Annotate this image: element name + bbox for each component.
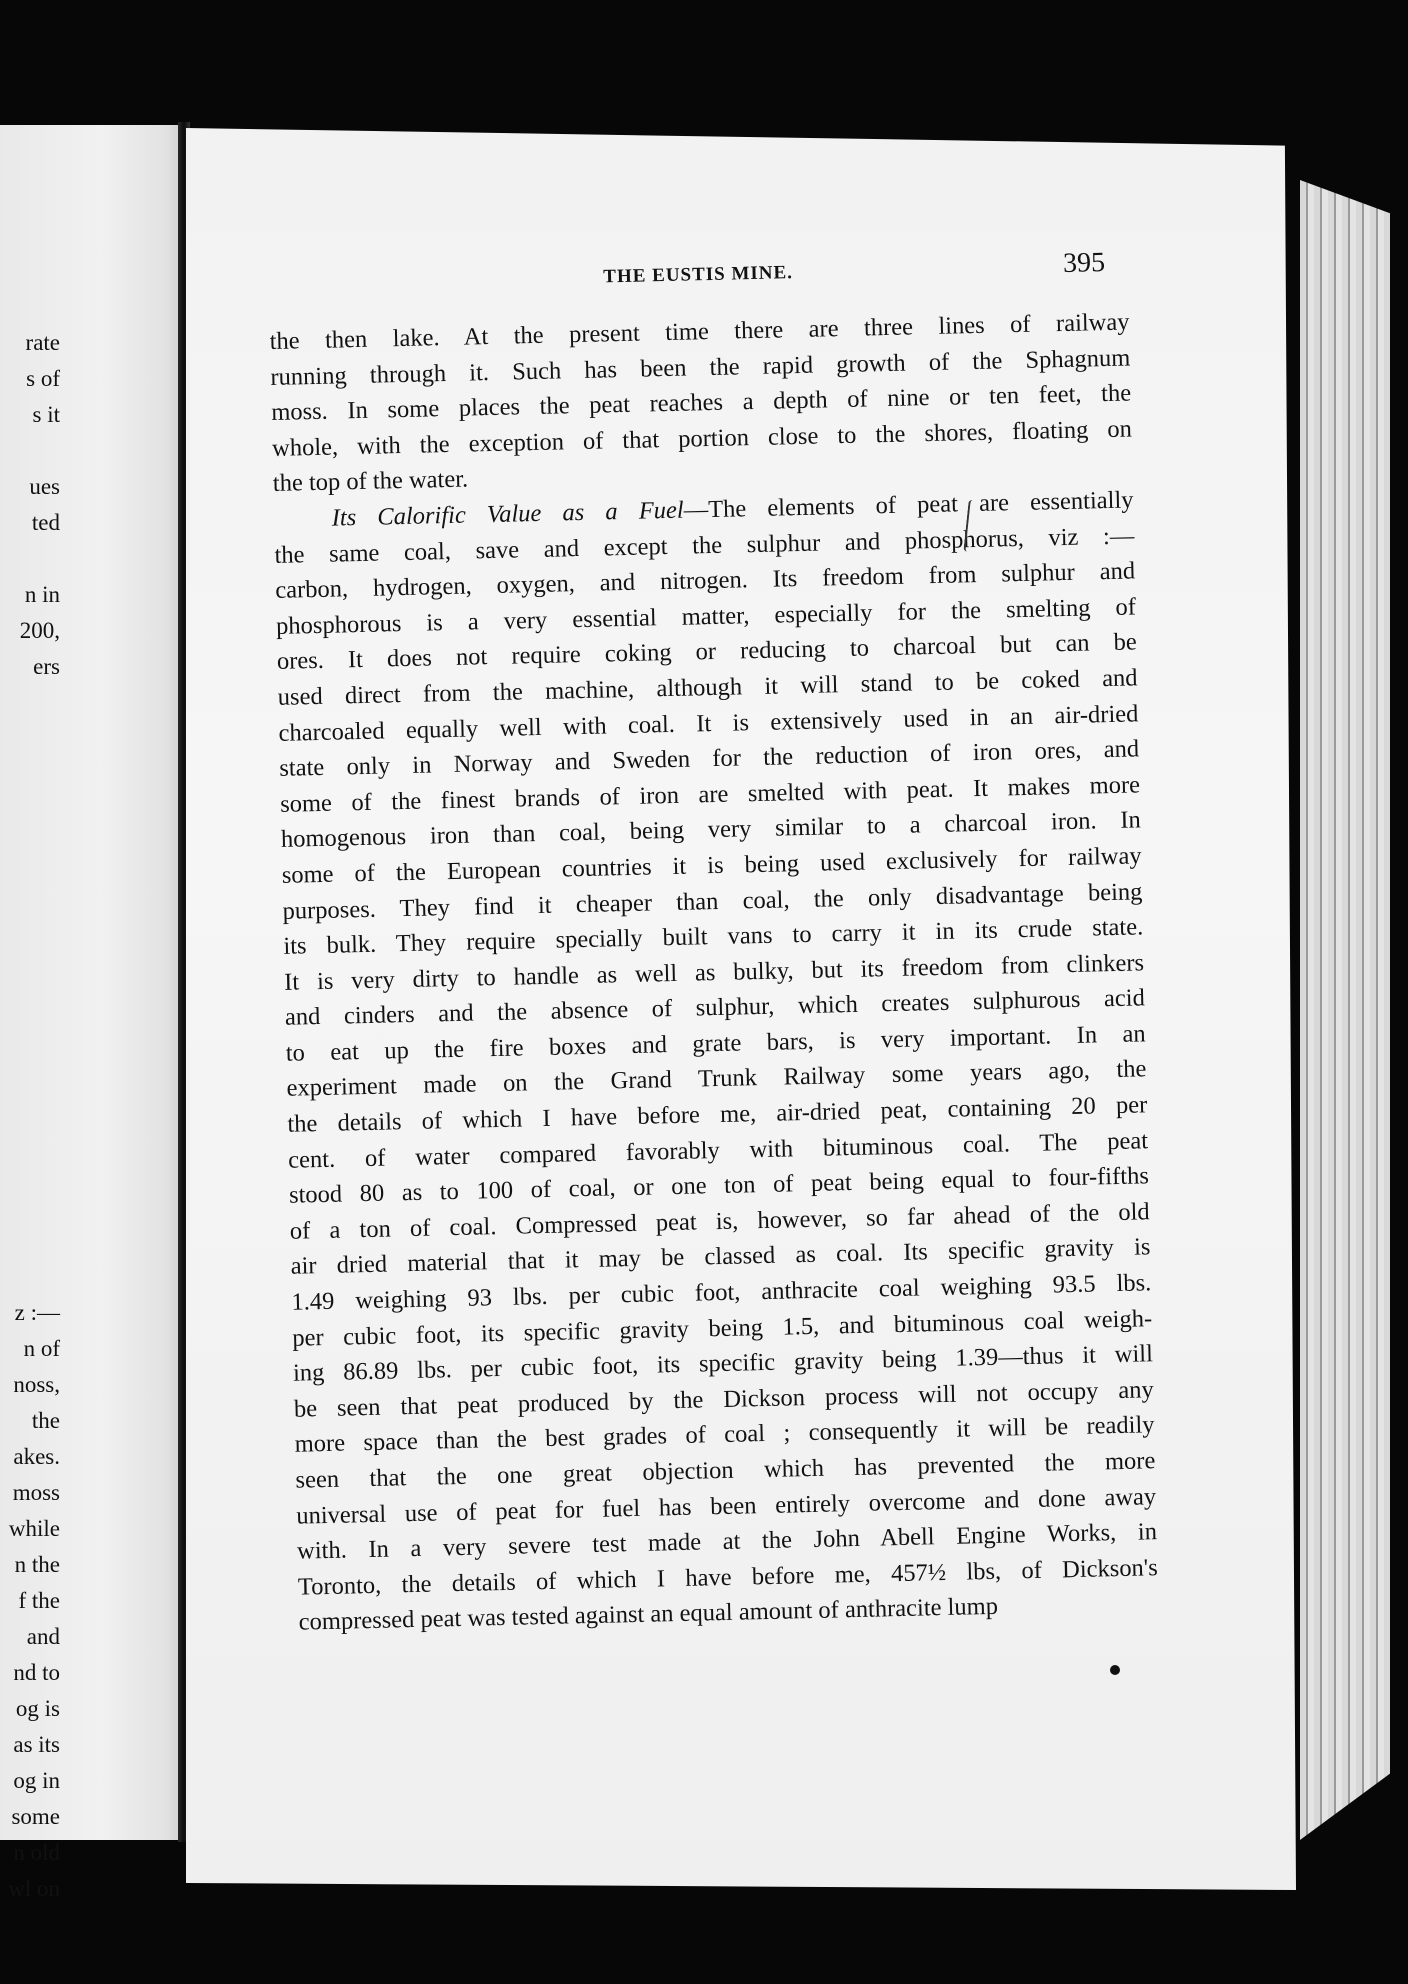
text-line: be seen that peat produced by the Dickson process will not occupy any: [293, 1376, 1154, 1423]
paragraph-2-first-line-rest: —The elements of peat are essentially: [683, 486, 1134, 524]
text-line: used direct from the machine, although it will stand to be coked and: [277, 664, 1138, 711]
left-fragment: n of: [23, 1336, 60, 1361]
ink-dot: [1110, 1665, 1120, 1675]
text-line: experiment made on the Grand Trunk Railway some years ago, the: [286, 1055, 1147, 1103]
paragraph-2: [273, 482, 1159, 1640]
text-line: seen that the one great objection which has prevented the more: [295, 1447, 1156, 1494]
text-line: with. In a very severe test made at the John Abell Engine Works, in: [296, 1518, 1158, 1565]
page-number: 395: [1062, 247, 1106, 279]
left-fragment: the: [31, 1408, 60, 1433]
text-line: It is very dirty to handle as well as bulky, but its freedom from clinkers: [283, 948, 1145, 996]
text-line: running through it. Such has been the rapid growth of the Sphagnum: [270, 344, 1131, 391]
left-fragment: s it: [32, 402, 60, 427]
text-line: stood 80 as to 100 of coal, or one ton of peat being equal to four-fifths: [288, 1162, 1150, 1210]
left-fragment: akes.: [13, 1444, 60, 1469]
text-line: 1.49 weighing 93 lbs. per cubic foot, anthracite coal weighing 93.5 lbs.: [291, 1269, 1152, 1316]
left-fragment: as its: [13, 1732, 60, 1757]
text-line: ing 86.89 lbs. per cubic foot, its specific gravity being 1.39—thus it will: [292, 1340, 1154, 1387]
text-line: compressed peat was tested against an equal amount of anthracite lump: [298, 1593, 999, 1637]
left-fragment: ted: [31, 510, 60, 535]
left-fragment: while: [8, 1516, 60, 1541]
left-page-text-fragments: [0, 325, 60, 1907]
running-head: THE EUSTIS MINE.: [603, 262, 794, 288]
section-heading: Its Calorific Value as a Fuel: [331, 496, 684, 532]
paragraph-1: [269, 304, 1133, 501]
text-line: whole, with the exception of that portion close to the shores, floating on: [271, 415, 1133, 462]
text-line: its bulk. They require specially built vans to carry it in its crude state.: [283, 913, 1144, 960]
left-fragment: og in: [13, 1768, 60, 1793]
left-fragment: rate: [25, 330, 60, 355]
text-line: per cubic foot, its specific gravity being 1.5, and bituminous coal weigh-: [291, 1304, 1153, 1352]
left-fragment: n old: [13, 1840, 60, 1865]
text-line: some of the European countries it is being used exclusively for railway: [281, 842, 1142, 889]
left-fragment: [0, 433, 60, 469]
left-facing-page: [0, 125, 185, 1901]
left-fragment: some: [11, 1804, 60, 1829]
text-line: the details of which I have before me, air-dried peat, containing 20 per: [287, 1091, 1148, 1138]
left-fragment-gap: [0, 685, 60, 1295]
text-line: to eat up the fire boxes and grate bars, is very important. In an: [285, 1020, 1146, 1067]
text-line: cent. of water compared favorably with bituminous coal. The peat: [287, 1126, 1149, 1174]
left-fragment: og is: [15, 1696, 60, 1721]
text-line: moss. In some places the peat reaches a depth of nine or ten feet, the: [270, 379, 1132, 427]
text-line: phosphorous is a very essential matter, especially for the smelting of: [275, 593, 1137, 640]
text-line: ores. It does not require coking or reducing to charcoal but can be: [276, 628, 1138, 676]
left-fragment: 200,: [19, 618, 60, 643]
text-line: universal use of peat for fuel has been entirely overcome and done away: [296, 1482, 1157, 1530]
text-line: carbon, hydrogen, oxygen, and nitrogen. Its freedom from sulphur and: [275, 557, 1136, 605]
left-fragment: n in: [24, 582, 60, 607]
text-line: state only in Norway and Sweden for the reduction of iron ores, and: [279, 735, 1140, 782]
left-fragment: f the: [18, 1588, 60, 1613]
left-fragment: wl on: [8, 1876, 60, 1901]
left-fragment: moss: [12, 1480, 60, 1505]
text-line: air dried material that it may be classed as coal. Its specific gravity is: [290, 1233, 1151, 1281]
left-fragment: nd to: [13, 1660, 60, 1685]
left-fragment: ers: [33, 654, 60, 679]
left-fragment: ues: [29, 474, 60, 499]
text-line: some of the finest brands of iron are smelted with peat. It makes more: [279, 771, 1141, 818]
left-fragment: n the: [14, 1552, 60, 1577]
text-line: the top of the water.: [272, 465, 469, 498]
left-fragment: noss,: [13, 1372, 60, 1397]
left-fragment: and: [26, 1624, 60, 1649]
text-line: Toronto, the details of which I have before me, 457½ lbs, of Dickson's: [297, 1553, 1159, 1601]
text-line: charcoaled equally well with coal. It is extensively used in an air-dried: [278, 699, 1139, 747]
left-fragment: [0, 541, 60, 577]
text-line: the same coal, save and except the sulphur and phosphorus, viz :—: [274, 521, 1135, 569]
text-line: purposes. They find it cheaper than coal, the only disadvantage being: [282, 877, 1143, 925]
page-edges: [1300, 180, 1390, 1840]
left-fragment: s of: [26, 366, 60, 391]
text-line: and cinders and the absence of sulphur, which creates sulphurous acid: [284, 984, 1146, 1032]
text-line: the then lake. At the present time there are three lines of railway: [269, 308, 1130, 355]
text-line: homogenous iron than coal, being very similar to a charcoal iron. In: [280, 806, 1142, 854]
text-line: more space than the best grades of coal ; consequently it will be readily: [294, 1411, 1155, 1459]
page-text-block: [268, 248, 1159, 1640]
left-fragment: z :—: [14, 1300, 60, 1325]
text-line: of a ton of coal. Compressed peat is, however, so far ahead of the old: [289, 1198, 1150, 1245]
